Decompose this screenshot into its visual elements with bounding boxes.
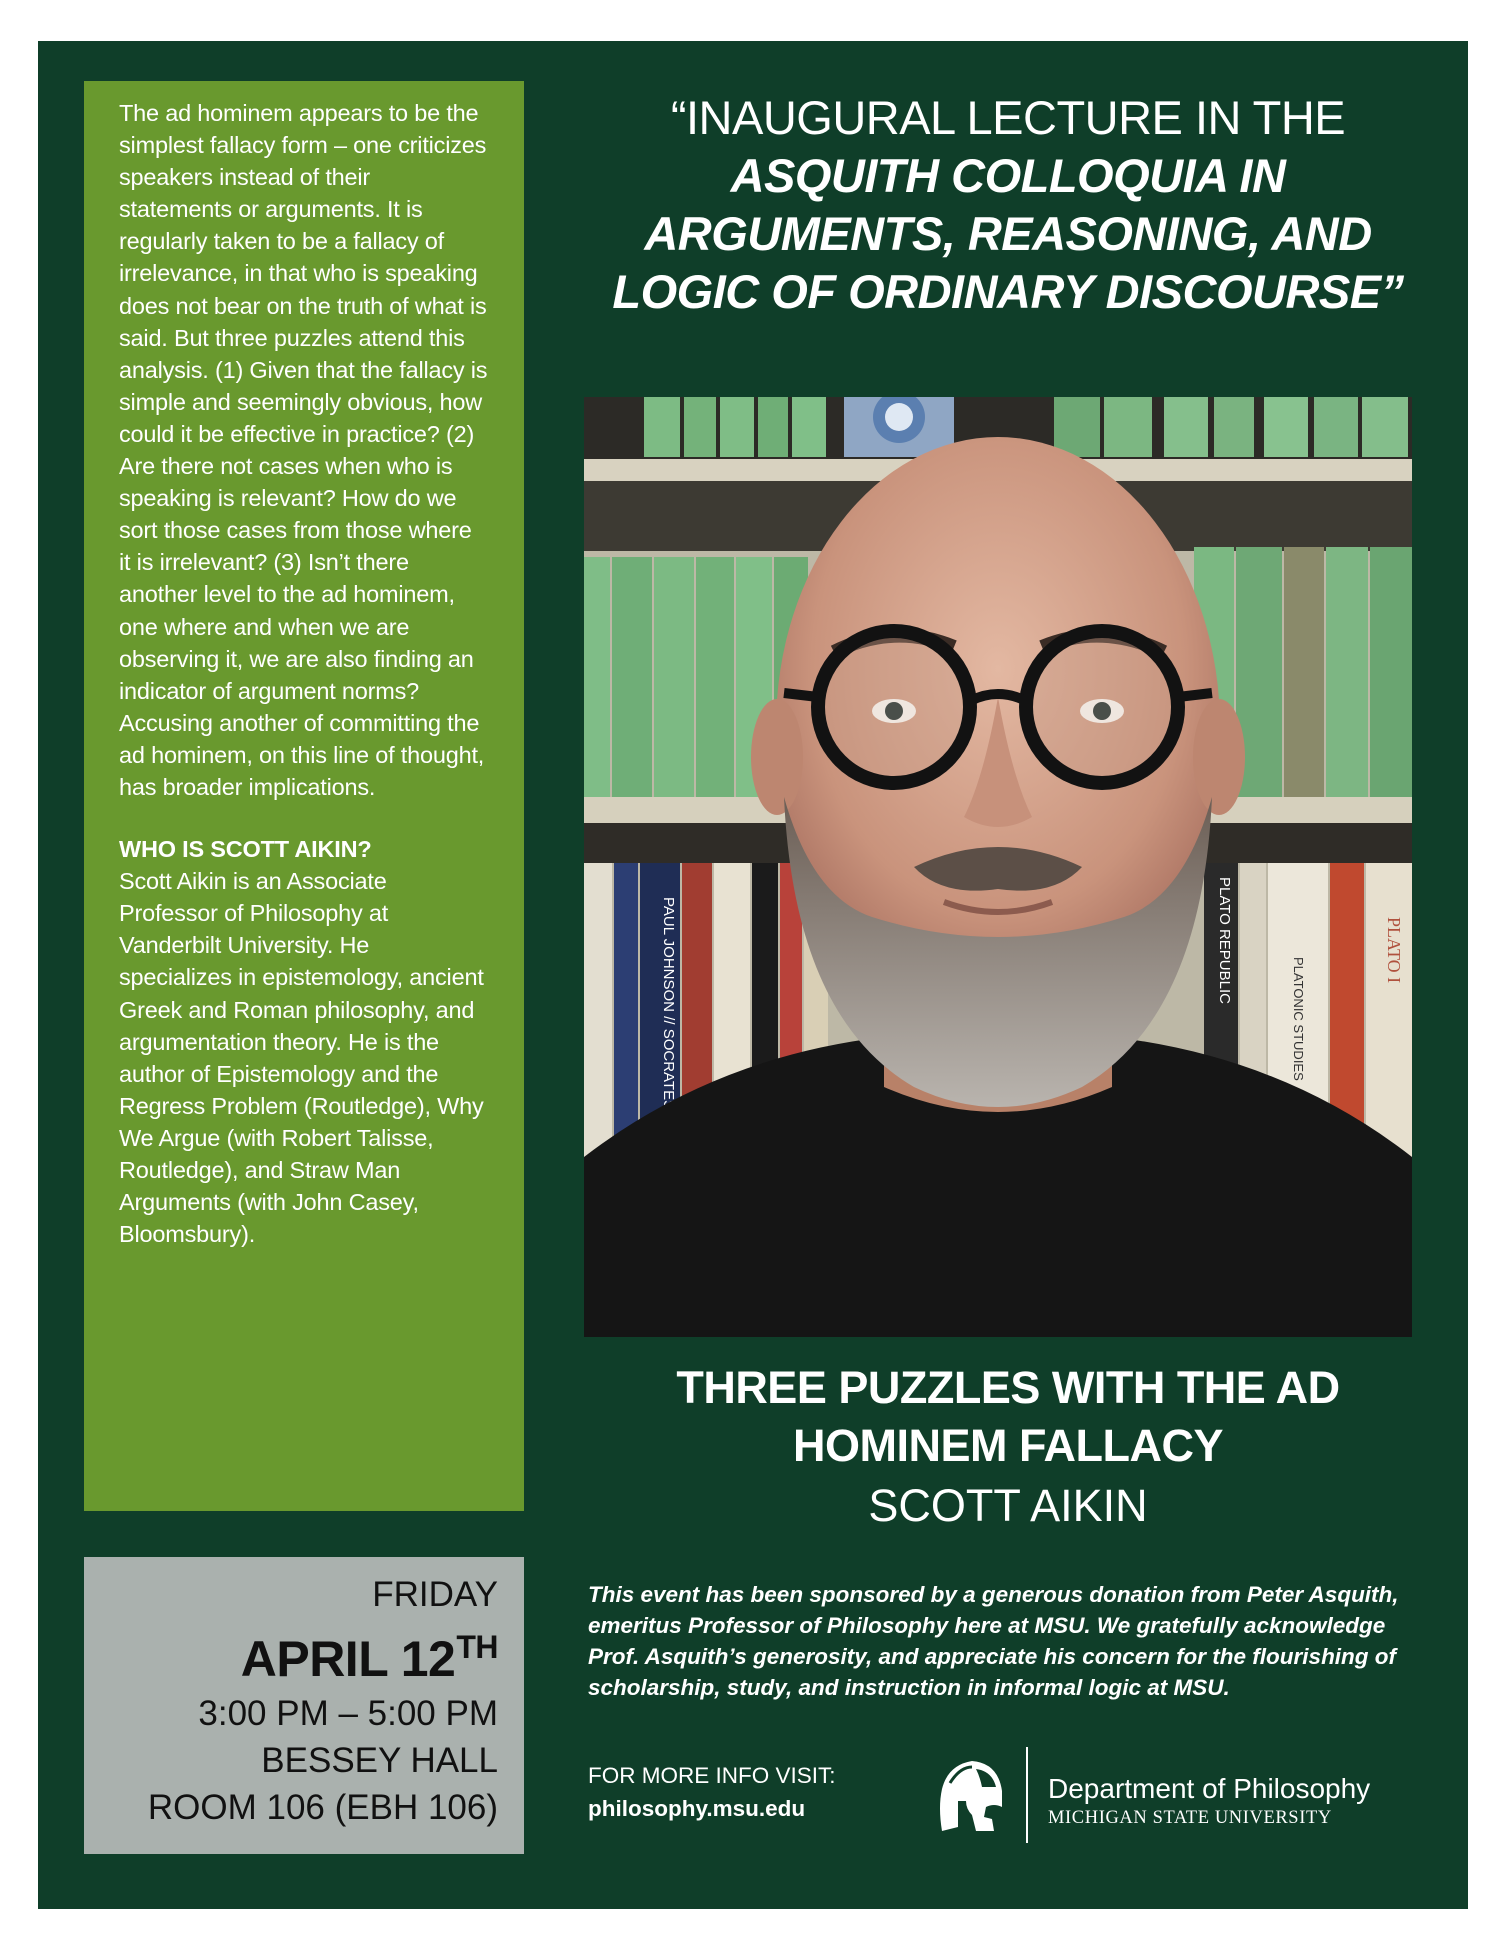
book-spine-plato: PLATO I: [1384, 917, 1404, 984]
book-spine-platonic-studies: PLATONIC STUDIES: [1291, 957, 1306, 1081]
series-title: [578, 89, 1438, 321]
bio-heading: WHO IS SCOTT AIKIN?: [119, 836, 372, 863]
speaker-name: SCOTT AIKIN: [868, 1480, 1148, 1531]
speaker-photo-illustration: [584, 397, 1412, 1337]
book-spine-socrates: PAUL JOHNSON // SOCRATES: [660, 897, 677, 1111]
series-title-line2: ASQUITH COLLOQUIA IN ARGUMENTS, REASONING, AND LOGIC OF ORDINARY DISCOURSE”: [612, 149, 1404, 318]
event-day: FRIDAY: [372, 1575, 498, 1614]
event-building: BESSEY HALL: [261, 1741, 498, 1780]
logo-divider: [1026, 1747, 1028, 1843]
more-info-url[interactable]: philosophy.msu.edu: [588, 1796, 806, 1821]
event-date: [94, 1616, 498, 1690]
bio-text: Scott Aikin is an Associate Professor of Philosophy at Vanderbilt University. He specializes in epistemology, ancient Greek and Roman philosophy, and argumentation theory. He is the author of Epistemology and the Regress Problem (Routledge), Why We Argue (with Robert Talisse, Routledge), and Straw Man Arguments (with John Casey, Bloomsbury).: [119, 868, 484, 1248]
flyer: [38, 41, 1468, 1909]
event-details-panel: [84, 1557, 524, 1854]
department-name: Department of Philosophy: [1048, 1773, 1371, 1804]
book-spine-republic: PLATO REPUBLIC: [1216, 877, 1233, 1004]
more-info: [588, 1759, 918, 1825]
spartan-helmet-icon: [936, 1757, 1006, 1835]
more-info-label: FOR MORE INFO VISIT:: [588, 1763, 836, 1788]
event-date-suffix: TH: [456, 1629, 498, 1665]
university-name: MICHIGAN STATE UNIVERSITY: [1048, 1808, 1332, 1828]
event-time: 3:00 PM – 5:00 PM: [198, 1694, 498, 1733]
event-room: ROOM 106 (EBH 106): [147, 1788, 498, 1827]
department-logo: [936, 1747, 1436, 1843]
event-date-text: APRIL 12: [240, 1631, 456, 1687]
abstract-panel: [84, 81, 524, 1511]
abstract-text: The ad hominem appears to be the simplest fallacy form – one criticizes speakers instead of their statements or arguments. It is regularly taken to be a fallacy of irrelevance, in that who is speaking does not bear on the truth of what is said. But three puzzles attend this analysis. (1) Given that the fallacy is simple and seemingly obvious, how could it be effective in practice? (2) Are there not cases when who is speaking is relevant? How do we sort those cases from those where it is irrelevant? (3) Isn’t there another level to the ad hominem, one where and when we are observing it, we are also finding an indicator of argument norms? Accusing another of committing the ad hominem, on this line of thought, has broader implications.: [119, 100, 488, 800]
sponsor-note: This event has been sponsored by a generous donation from Peter Asquith, emeritus Professor of Philosophy here at MSU. We gratefully acknowledge Prof. Asquith’s generosity, and appreciate his concern for the flourishing of scholarship, study, and instruction in informal logic at MSU.: [588, 1582, 1399, 1700]
talk-title: THREE PUZZLES WITH THE AD HOMINEM FALLACY: [676, 1362, 1340, 1471]
speaker-photo: [584, 397, 1412, 1337]
series-title-line1: “INAUGURAL LECTURE IN THE: [670, 91, 1346, 144]
